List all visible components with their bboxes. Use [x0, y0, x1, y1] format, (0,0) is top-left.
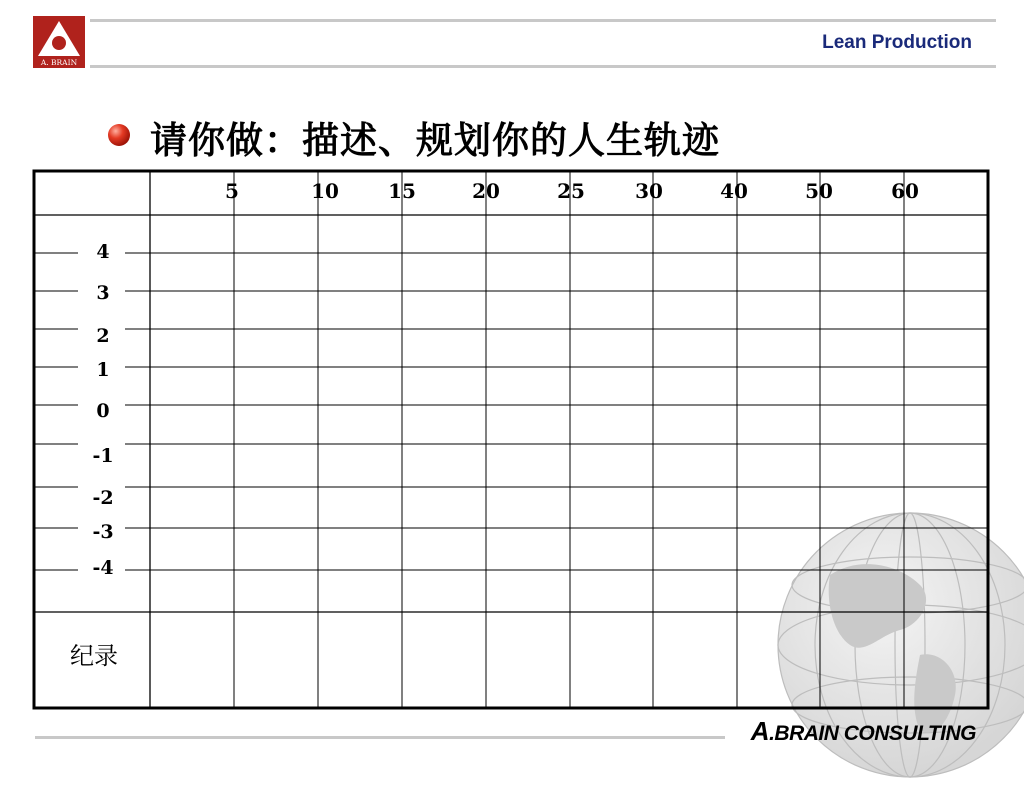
y-level-label: 4 [96, 241, 110, 263]
footer-brand-initial: A [750, 716, 770, 746]
y-level-label: 1 [96, 359, 110, 381]
y-level-label: -4 [92, 557, 114, 579]
footer-rule [35, 736, 725, 739]
x-header-label: 5 [225, 179, 239, 203]
x-header-label: 15 [388, 179, 416, 203]
header-title: Lean Production [822, 32, 972, 53]
slide-title: 请你做：描述、规划你的人生轨迹 [150, 118, 720, 162]
grid-outer-border [34, 171, 988, 708]
y-level-label: -2 [92, 487, 114, 509]
x-header-label: 40 [720, 179, 748, 203]
y-level-label: -1 [92, 445, 114, 467]
logo-text: A. BRAIN [40, 58, 78, 67]
footer-brand [751, 716, 976, 747]
x-header-label: 60 [891, 179, 919, 203]
y-level-label: -3 [92, 521, 114, 543]
x-header-label: 20 [472, 179, 500, 203]
y-level-label: 3 [96, 282, 110, 304]
x-header-label: 50 [805, 179, 833, 203]
y-level-label: 0 [96, 400, 110, 422]
x-header-label: 10 [311, 179, 339, 203]
x-header-label: 30 [635, 179, 663, 203]
footer-brand-rest: .BRAIN CONSULTING [769, 722, 976, 745]
record-label: 纪录 [70, 642, 118, 670]
y-level-label: 2 [96, 325, 110, 347]
x-header-label: 25 [557, 179, 585, 203]
